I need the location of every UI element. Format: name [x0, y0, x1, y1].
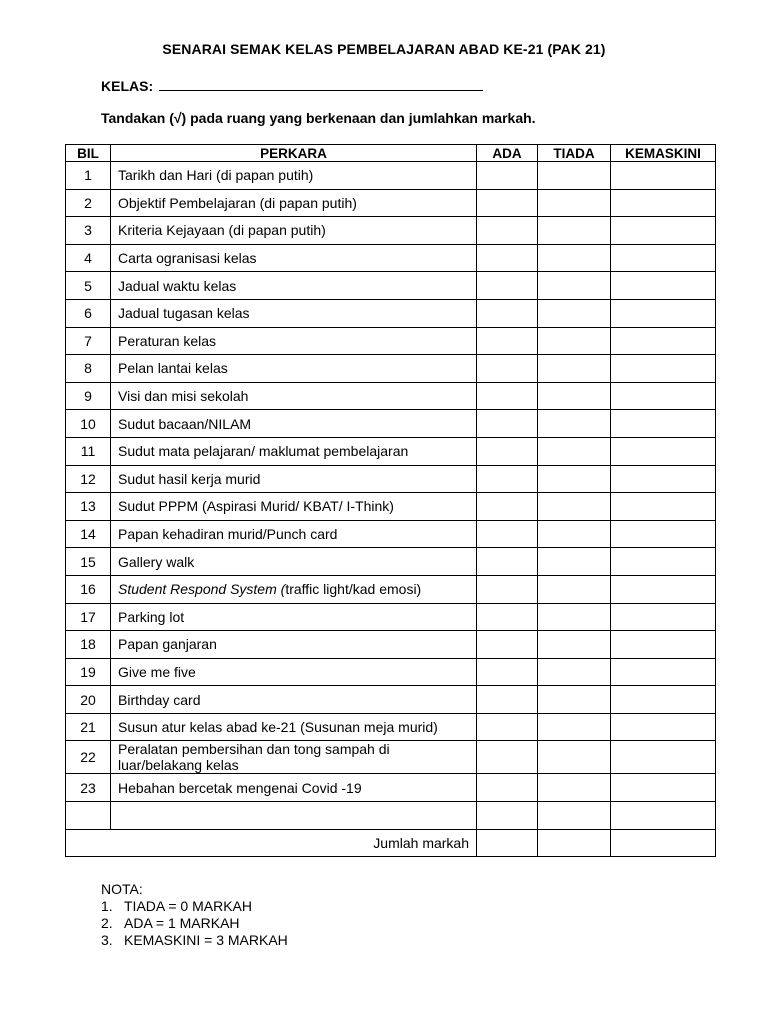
checkbox-cell-tiada[interactable]	[538, 603, 611, 631]
row-bil: 17	[66, 603, 111, 631]
checkbox-cell-ada[interactable]	[477, 631, 538, 659]
checkbox-cell-tiada[interactable]	[538, 244, 611, 272]
row-bil: 19	[66, 658, 111, 686]
table-row	[66, 713, 716, 741]
row-bil: 11	[66, 437, 111, 465]
checkbox-cell-ada[interactable]	[477, 658, 538, 686]
row-perkara: Papan kehadiran murid/Punch card	[111, 520, 477, 548]
checkbox-cell-ada[interactable]	[477, 520, 538, 548]
table-row	[66, 658, 716, 686]
checkbox-cell-tiada[interactable]	[538, 382, 611, 410]
checkbox-cell-tiada[interactable]	[538, 575, 611, 603]
row-bil: 12	[66, 465, 111, 493]
row-bil: 6	[66, 299, 111, 327]
checkbox-cell-ada[interactable]	[477, 244, 538, 272]
checkbox-cell-kemaskini[interactable]	[611, 686, 716, 714]
row-perkara: Hebahan bercetak mengenai Covid -19	[111, 774, 477, 802]
checkbox-cell-ada[interactable]	[477, 272, 538, 300]
table-row	[66, 382, 716, 410]
checkbox-cell-ada[interactable]	[477, 162, 538, 190]
checkbox-cell-kemaskini[interactable]	[611, 493, 716, 521]
checkbox-cell-ada[interactable]	[477, 603, 538, 631]
checkbox-cell-tiada[interactable]	[538, 217, 611, 245]
table-row	[66, 802, 716, 830]
checkbox-cell-ada[interactable]	[477, 437, 538, 465]
table-row	[66, 217, 716, 245]
kelas-blank-line[interactable]	[159, 76, 483, 91]
checkbox-cell-kemaskini[interactable]	[611, 713, 716, 741]
nota-heading: NOTA:	[101, 881, 143, 897]
row-perkara: Peralatan pembersihan dan tong sampah di luar/belakang kelas	[111, 741, 477, 774]
header-kemaskini: KEMASKINI	[611, 145, 716, 162]
checkbox-cell-ada[interactable]	[477, 713, 538, 741]
checkbox-cell-tiada[interactable]	[538, 713, 611, 741]
row-perkara: Carta ogranisasi kelas	[111, 244, 477, 272]
row-bil: 9	[66, 382, 111, 410]
row-perkara: Kriteria Kejayaan (di papan putih)	[111, 217, 477, 245]
checkbox-cell-tiada[interactable]	[538, 658, 611, 686]
row-bil: 22	[66, 741, 111, 774]
row-perkara	[111, 575, 477, 603]
row-bil: 23	[66, 774, 111, 802]
row-bil: 13	[66, 493, 111, 521]
table-row	[66, 741, 716, 774]
table-row	[66, 493, 716, 521]
nota-item: 3. KEMASKINI = 3 MARKAH	[101, 932, 288, 948]
checkbox-cell-kemaskini[interactable]	[611, 465, 716, 493]
row-perkara-text: traffic light/kad emosi)	[285, 581, 422, 598]
checkbox-cell-kemaskini[interactable]	[611, 548, 716, 576]
row-bil: 7	[66, 327, 111, 355]
checkbox-cell-kemaskini[interactable]	[611, 741, 716, 774]
checkbox-cell-tiada[interactable]	[538, 686, 611, 714]
checkbox-cell-kemaskini[interactable]	[611, 327, 716, 355]
row-bil	[66, 802, 111, 830]
checkbox-cell-ada[interactable]	[477, 217, 538, 245]
checkbox-cell-tiada[interactable]	[538, 741, 611, 774]
row-perkara: Papan ganjaran	[111, 631, 477, 659]
checkbox-cell-kemaskini[interactable]	[611, 382, 716, 410]
total-kemaskini-cell[interactable]	[611, 829, 716, 857]
row-bil: 21	[66, 713, 111, 741]
table-row	[66, 437, 716, 465]
row-perkara: Objektif Pembelajaran (di papan putih)	[111, 189, 477, 217]
checkbox-cell-kemaskini[interactable]	[611, 631, 716, 659]
nota-section	[101, 881, 288, 949]
kelas-label: KELAS:	[101, 78, 154, 94]
nota-item: 1. TIADA = 0 MARKAH	[101, 898, 252, 914]
row-bil: 5	[66, 272, 111, 300]
checkbox-cell-kemaskini[interactable]	[611, 575, 716, 603]
row-perkara: Birthday card	[111, 686, 477, 714]
checkbox-cell-tiada[interactable]	[538, 299, 611, 327]
row-bil: 10	[66, 410, 111, 438]
row-bil: 1	[66, 162, 111, 190]
table-row	[66, 686, 716, 714]
checkbox-cell-ada[interactable]	[477, 299, 538, 327]
row-bil: 3	[66, 217, 111, 245]
checkbox-cell-ada[interactable]	[477, 575, 538, 603]
checkbox-cell-ada[interactable]	[477, 355, 538, 383]
checkbox-cell-ada[interactable]	[477, 410, 538, 438]
checkbox-cell-ada[interactable]	[477, 548, 538, 576]
checkbox-cell-kemaskini[interactable]	[611, 355, 716, 383]
row-perkara: Sudut bacaan/NILAM	[111, 410, 477, 438]
header-perkara: PERKARA	[111, 145, 477, 162]
table-row	[66, 162, 716, 190]
checkbox-cell-tiada[interactable]	[538, 410, 611, 438]
total-ada-cell[interactable]	[477, 829, 538, 857]
checkbox-cell-kemaskini[interactable]	[611, 603, 716, 631]
table-row	[66, 327, 716, 355]
row-bil: 14	[66, 520, 111, 548]
row-bil: 15	[66, 548, 111, 576]
row-perkara: Tarikh dan Hari (di papan putih)	[111, 162, 477, 190]
checkbox-cell-ada[interactable]	[477, 465, 538, 493]
nota-item: 2. ADA = 1 MARKAH	[101, 915, 240, 931]
checkbox-cell-kemaskini[interactable]	[611, 520, 716, 548]
checkbox-cell-tiada[interactable]	[538, 493, 611, 521]
row-perkara: Gallery walk	[111, 548, 477, 576]
checkbox-cell-kemaskini[interactable]	[611, 774, 716, 802]
checkbox-cell-kemaskini[interactable]	[611, 162, 716, 190]
row-bil: 2	[66, 189, 111, 217]
checkbox-cell-ada[interactable]	[477, 327, 538, 355]
row-perkara: Jadual tugasan kelas	[111, 299, 477, 327]
checkbox-cell-ada[interactable]	[477, 741, 538, 774]
checkbox-cell-kemaskini[interactable]	[611, 189, 716, 217]
table-row	[66, 603, 716, 631]
header-tiada: TIADA	[538, 145, 611, 162]
row-perkara: Sudut PPPM (Aspirasi Murid/ KBAT/ I-Think)	[111, 493, 477, 521]
row-bil: 20	[66, 686, 111, 714]
kelas-field[interactable]	[101, 76, 483, 94]
checkbox-cell-ada[interactable]	[477, 189, 538, 217]
row-perkara: Jadual waktu kelas	[111, 272, 477, 300]
checkbox-cell-tiada[interactable]	[538, 774, 611, 802]
checkbox-cell-kemaskini[interactable]	[611, 244, 716, 272]
total-label: Jumlah markah	[66, 829, 477, 857]
instruction-text: Tandakan (√) pada ruang yang berkenaan dan jumlahkan markah.	[101, 110, 536, 126]
table-row	[66, 465, 716, 493]
row-bil: 16	[66, 575, 111, 603]
checkbox-cell-tiada[interactable]	[538, 355, 611, 383]
checkbox-cell-kemaskini[interactable]	[611, 217, 716, 245]
header-bil: BIL	[66, 145, 111, 162]
checkbox-cell-kemaskini[interactable]	[611, 802, 716, 830]
table-row	[66, 410, 716, 438]
checkbox-cell-kemaskini[interactable]	[611, 272, 716, 300]
table-row	[66, 774, 716, 802]
row-perkara: Visi dan misi sekolah	[111, 382, 477, 410]
table-row	[66, 575, 716, 603]
checkbox-cell-tiada[interactable]	[538, 272, 611, 300]
checkbox-cell-kemaskini[interactable]	[611, 658, 716, 686]
table-row	[66, 272, 716, 300]
checkbox-cell-tiada[interactable]	[538, 520, 611, 548]
row-perkara: Susun atur kelas abad ke-21 (Susunan meja murid)	[111, 713, 477, 741]
total-tiada-cell[interactable]	[538, 829, 611, 857]
row-perkara	[111, 802, 477, 830]
row-perkara: Sudut hasil kerja murid	[111, 465, 477, 493]
checkbox-cell-tiada[interactable]	[538, 162, 611, 190]
checkbox-cell-kemaskini[interactable]	[611, 299, 716, 327]
table-header-row	[66, 145, 716, 162]
checklist-table	[65, 144, 716, 857]
row-bil: 4	[66, 244, 111, 272]
table-row	[66, 189, 716, 217]
table-row	[66, 299, 716, 327]
total-row	[66, 829, 716, 857]
document-title: SENARAI SEMAK KELAS PEMBELAJARAN ABAD KE-21 (PAK 21)	[162, 41, 606, 57]
checkbox-cell-tiada[interactable]	[538, 802, 611, 830]
checkbox-cell-tiada[interactable]	[538, 465, 611, 493]
checkbox-cell-ada[interactable]	[477, 493, 538, 521]
table-row	[66, 548, 716, 576]
table-row	[66, 631, 716, 659]
checkbox-cell-tiada[interactable]	[538, 631, 611, 659]
row-perkara: Give me five	[111, 658, 477, 686]
checkbox-cell-tiada[interactable]	[538, 548, 611, 576]
row-perkara: Peraturan kelas	[111, 327, 477, 355]
row-perkara: Pelan lantai kelas	[111, 355, 477, 383]
checkbox-cell-tiada[interactable]	[538, 327, 611, 355]
row-bil: 18	[66, 631, 111, 659]
checkbox-cell-ada[interactable]	[477, 802, 538, 830]
checkbox-cell-ada[interactable]	[477, 686, 538, 714]
checkbox-cell-tiada[interactable]	[538, 189, 611, 217]
checkbox-cell-kemaskini[interactable]	[611, 410, 716, 438]
row-perkara-italic: Student Respond System (	[118, 581, 286, 598]
table-row	[66, 244, 716, 272]
row-bil: 8	[66, 355, 111, 383]
table-row	[66, 520, 716, 548]
row-perkara: Parking lot	[111, 603, 477, 631]
checkbox-cell-kemaskini[interactable]	[611, 437, 716, 465]
checkbox-cell-ada[interactable]	[477, 774, 538, 802]
table-row	[66, 355, 716, 383]
checkbox-cell-tiada[interactable]	[538, 437, 611, 465]
row-perkara: Sudut mata pelajaran/ maklumat pembelajaran	[111, 437, 477, 465]
checkbox-cell-ada[interactable]	[477, 382, 538, 410]
header-ada: ADA	[477, 145, 538, 162]
